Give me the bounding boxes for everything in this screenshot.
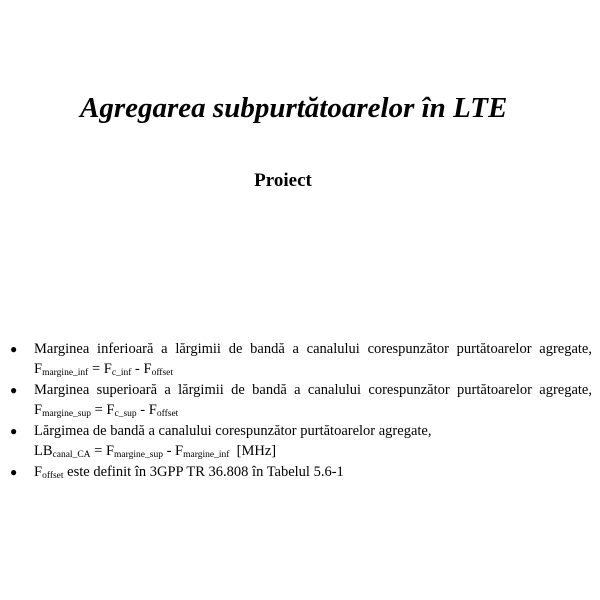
bullet-text: Lărgimea de bandă a canalului corespunzător purtătoarelor agregate, xyxy=(34,423,432,439)
formula-lhs: F xyxy=(34,402,43,418)
formula-term1: F xyxy=(106,402,115,418)
formula-eq: = xyxy=(90,402,107,418)
formula-lhs-sub: canal_CA xyxy=(52,450,91,460)
bullet-list xyxy=(0,340,592,484)
formula-eq: = xyxy=(90,443,106,459)
formula-lhs-sub: margine_inf xyxy=(42,368,89,378)
bullet-item-bandwidth xyxy=(0,422,592,460)
bullet-item-lower-edge xyxy=(0,340,592,378)
formula-unit: [MHz] xyxy=(229,443,277,459)
formula-upper-edge xyxy=(34,401,592,419)
formula-term2-sub: offset xyxy=(156,409,179,419)
formula-lhs-sub: margine_sup xyxy=(42,409,91,419)
formula-op: - xyxy=(131,361,144,377)
formula-term1-sub: margine_sup xyxy=(114,450,163,460)
formula-op: - xyxy=(136,402,149,418)
bullet-dot-icon: ● xyxy=(10,342,18,356)
formula-term1-sub: c_sup xyxy=(114,409,137,419)
formula-term1: F xyxy=(103,361,112,377)
offset-definition-text: este definit în 3GPP TR 36.808 în Tabelul 5.6-1 xyxy=(63,464,344,480)
bullet-dot-icon: ● xyxy=(10,383,18,397)
formula-term1-sub: c_inf xyxy=(111,368,132,378)
formula-lower-edge xyxy=(34,360,592,378)
formula-eq: = xyxy=(88,361,104,377)
offset-symbol-sub: offset xyxy=(42,471,64,481)
offset-symbol: F xyxy=(34,464,43,480)
formula-lhs: F xyxy=(34,361,43,377)
formula-bandwidth xyxy=(34,442,592,460)
document-title: Agregarea subpurtătoarelor în LTE xyxy=(80,92,508,124)
formula-term1: F xyxy=(105,443,115,459)
bullet-dot-icon: ● xyxy=(10,424,18,438)
bullet-dot-icon: ● xyxy=(10,465,18,479)
bullet-text: Marginea superioară a lărgimii de bandă a canalului corespunzător purtătoarelor agregate, xyxy=(34,382,592,398)
formula-op: - xyxy=(162,443,176,459)
formula-term2: F xyxy=(143,361,152,377)
formula-term2-sub: margine_inf xyxy=(183,450,230,460)
formula-term2: F xyxy=(175,443,184,459)
formula-term2-sub: offset xyxy=(151,368,174,378)
bullet-item-offset-definition xyxy=(0,463,592,481)
formula-lhs: LB xyxy=(34,443,53,459)
formula-term2: F xyxy=(148,402,157,418)
bullet-item-upper-edge xyxy=(0,381,592,419)
bullet-text: Marginea inferioară a lărgimii de bandă a canalului corespunzător purtătoarelor agregate, xyxy=(34,341,592,357)
bullet-text-line xyxy=(34,463,592,481)
document-subtitle: Proiect xyxy=(254,170,312,191)
